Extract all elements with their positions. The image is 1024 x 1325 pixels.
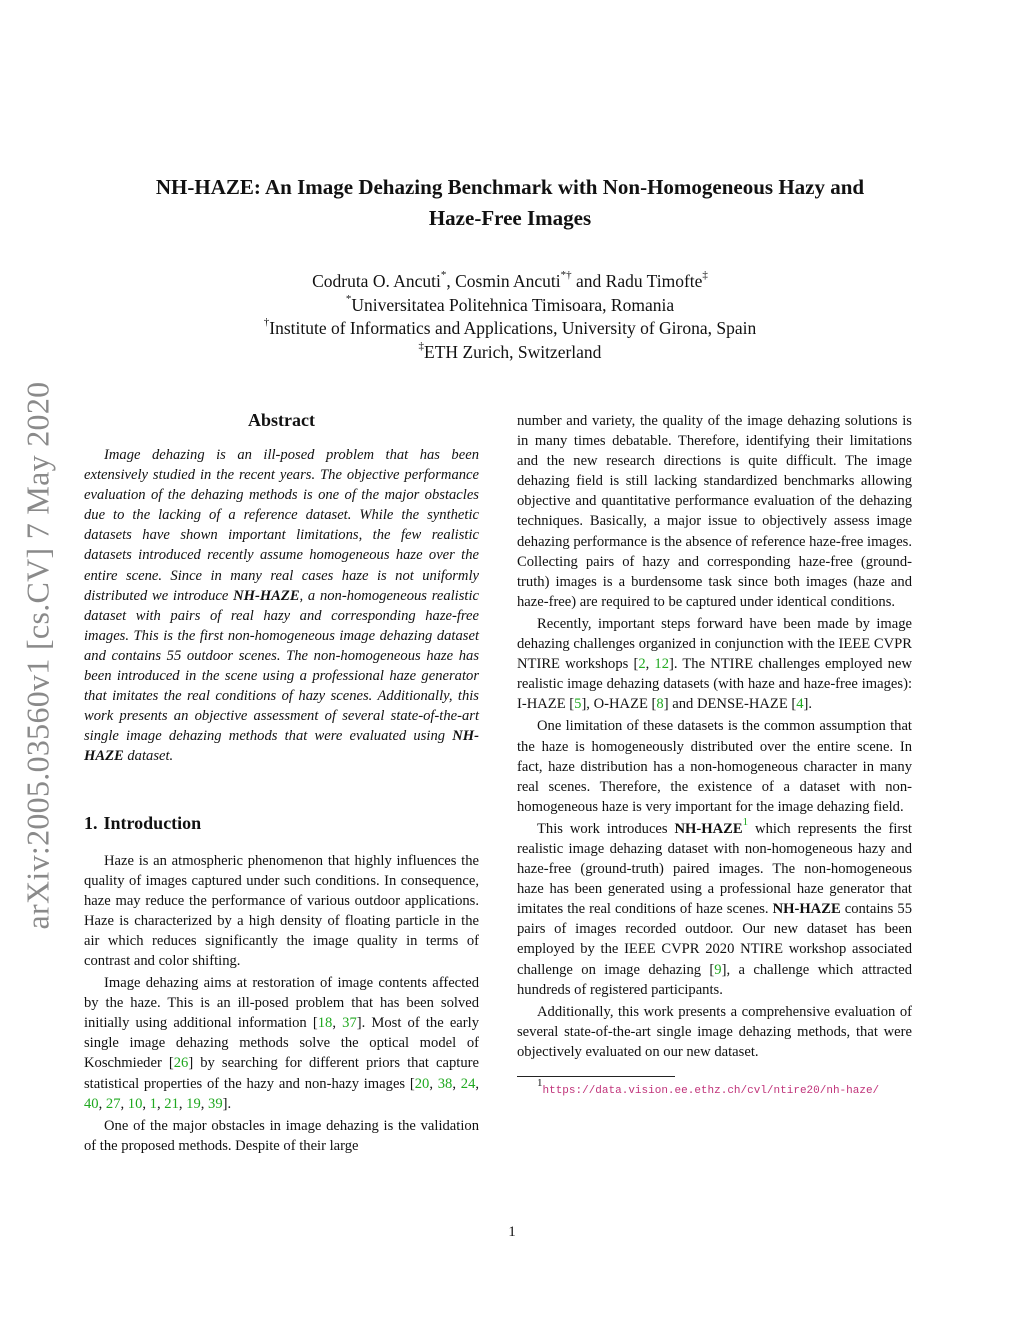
citation-link[interactable]: 40 (84, 1095, 99, 1112)
title-block (60, 172, 960, 234)
intro-paragraph-4: number and variety, the quality of the image dehazing solutions is in many times debatable. Therefore, identifying their limitations and the new research directions is quite difficult. The image dehazing field is still lacking standardized benchmarks allowing objective and quantitative performance evaluation of the dehazing techniques. Basically, a major issue to objectively assess image dehazing performance is the absence of reference haze-free images. Collecting pairs of hazy and corresponding haze-free (ground-truth) images is a burdensome task since both images (haze and haze-free) are required to be captured under identical conditions. (517, 413, 913, 610)
intro-paragraph-8: Additionally, this work presents a comprehensive evaluation of several state-of-the-art single image dehazing methods, that were objectively evaluated on our new dataset. (517, 1003, 912, 1060)
page-number: 1 (508, 1224, 516, 1240)
text-run: ], a challenge which attracted hundreds of registered participants. (517, 961, 912, 998)
abstract-text-part: dataset. (123, 748, 174, 765)
citation-link[interactable]: 27 (105, 1095, 121, 1112)
dataset-name: NH-HAZE (674, 820, 743, 837)
section-title: Introduction (103, 812, 202, 833)
author-separator: , (446, 271, 456, 291)
citation-link[interactable]: 18 (317, 1015, 333, 1032)
footnote-link[interactable]: 1 (742, 816, 749, 829)
intro-paragraph-3: One of the major obstacles in image dehazing is the validation of the proposed methods. Despite of their large (84, 1117, 479, 1154)
affiliation-mark: * (345, 292, 352, 305)
author-2: Cosmin Ancuti (455, 271, 561, 291)
citation-link[interactable]: 19 (186, 1095, 201, 1112)
citation-link[interactable]: 2 (638, 656, 646, 673)
intro-paragraph-2: Image dehazing aims at restoration of image contents affected by the haze. This is an ill-posed problem that has been solved initially using additional information [18, 37]. Most of the early single image dehazing methods solve the optical model of Koschmieder [26] by searching for different priors that capture statistical properties of the hazy and non-hazy images [20, 38, 24, 40, 27, 10, 1, 21, 19, 39]. (84, 975, 480, 1112)
citation-link[interactable]: 5 (574, 696, 582, 713)
citation-link[interactable]: 9 (714, 961, 722, 978)
text-run: This work introduces (537, 820, 675, 837)
affiliation-text: Universitatea Politehnica Timisoara, Romania (351, 294, 675, 315)
text-run: ] by searching for different priors that capture statistical properties of the hazy and non-hazy images [ (84, 1055, 479, 1092)
intro-paragraph-6: One limitation of these datasets is the common assumption that the haze is homogeneously distributed over the entire scene. In fact, haze distribution has a non-homogeneous character in many real scenes. Therefore, the existence of a dataset with non-homogeneous haze is very important for the image dehazing field. (517, 718, 912, 815)
author-1-mark: * (440, 269, 447, 282)
author-list (60, 270, 960, 294)
text-run: ]. Most of the early single image dehazing methods solve the optical model of Koschmieder [ (84, 1015, 479, 1072)
text-run: Image dehazing aims at restoration of image contents affected by the haze. This is an ill-posed problem that has been solved initially using additional information [ (84, 975, 479, 1032)
footnote (517, 1077, 912, 1098)
section-number: 1. (84, 812, 98, 833)
citation-link[interactable]: 4 (796, 696, 804, 713)
abstract-text-part: Image dehazing is an ill-posed problem that has been extensively studied in the recent years. The objective performance evaluation of the dehazing methods is one of the major obstacles due to the lacking of a reference dataset. While the synthetic datasets have shown important limitations, the few realistic datasets introduced recently assume homogeneous haze over the entire scene. Since in many real cases haze is not uniformly distributed we introduce (84, 447, 479, 604)
arxiv-sidebar-stamp (10, 350, 66, 960)
author-1: Codruta O. Ancuti (312, 271, 441, 291)
footnote-mark: 1 (537, 1077, 543, 1090)
text-run: ], O-HAZE [ (581, 696, 657, 713)
text-run: ]. (222, 1095, 232, 1112)
section-heading-introduction (84, 811, 479, 835)
text-run: contains 55 pairs of images recorded outdoor. Our new dataset has been employed by the IEEE CVPR 2020 NTIRE workshop associated challenge on image dehazing [ (517, 901, 912, 978)
dataset-name: NH-HAZE (84, 728, 479, 765)
abstract-text (84, 445, 479, 767)
intro-paragraph-7 (517, 816, 912, 1000)
affiliation-text: Institute of Informatics and Applications, University of Girona, Spain (269, 318, 757, 338)
affiliation-mark: ‡ (418, 339, 425, 352)
title-line-1: NH-HAZE: An Image Dehazing Benchmark with Non-Homogeneous Hazy and (155, 175, 865, 199)
citation-link[interactable]: 12 (654, 656, 669, 673)
citation-link[interactable]: 20 (414, 1075, 430, 1092)
citation-link[interactable]: 39 (208, 1095, 223, 1112)
arxiv-identifier: arXiv:2005.03560v1 [cs.CV] 7 May 2020 (19, 381, 56, 929)
affiliation-text: ETH Zurich, Switzerland (424, 341, 602, 362)
citation-link[interactable]: 1 (149, 1095, 157, 1112)
affiliation-2 (60, 317, 960, 341)
text-run: ]. (803, 696, 813, 713)
intro-paragraph-5: Recently, important steps forward have been made by image dehazing challenges organized in conjunction with the IEEE CVPR NTIRE workshops [2, 12]. The NTIRE challenges employed new realistic image dehazing datasets (with haze and haze-free images): I-HAZE [5], O-HAZE [8] and DENSE-HAZE [4]. (517, 615, 912, 713)
dataset-name: NH-HAZE (233, 587, 300, 604)
citation-link[interactable]: 38 (437, 1075, 453, 1092)
citation-link[interactable]: 37 (342, 1015, 357, 1032)
title-line-2: Haze-Free Images (428, 206, 592, 230)
citation-link[interactable]: 24 (460, 1075, 476, 1092)
text-run: ] and DENSE-HAZE [ (663, 696, 797, 713)
intro-paragraph-1: Haze is an atmospheric phenomenon that highly influences the quality of images captured under such conditions. In consequence, haze may reduce the performance of various outdoor applications. Haze is characterized by a high density of floating particle in the air which reduces significantly the image quality in terms of contrast and color shifting. (84, 852, 479, 969)
text-run: ]. The NTIRE challenges employed new realistic image dehazing datasets (with haze and haze-free images): I-HAZE [ (517, 656, 912, 713)
right-column (517, 411, 912, 1098)
author-3: Radu Timofte (605, 271, 703, 291)
affiliation-1 (60, 294, 960, 318)
author-block (60, 270, 960, 364)
author-separator: and (571, 271, 606, 291)
citation-link[interactable]: 26 (173, 1055, 189, 1072)
text-run: which represents the first realistic image dehazing dataset with non-homogeneous hazy and haze-free (ground-truth) paired images. The non-homogeneous haze has been generated using a professional haze generator that imitates the real conditions of haze scenes. (517, 820, 912, 918)
dataset-name: NH-HAZE (772, 901, 841, 918)
affiliation-3 (60, 341, 960, 365)
citation-link[interactable]: 21 (164, 1095, 179, 1112)
left-column (84, 407, 479, 1156)
abstract-text-part: , a non-homogeneous realistic dataset with pairs of real hazy and corresponding haze-free images. This is the first non-homogeneous image dehazing dataset and contains 55 outdoor scenes. The non-homogeneous haze has been introduced in the scene using a professional haze generator that imitates the real conditions of hazy scenes. Additionally, this work presents an objective assessment of several state-of-the-art single image dehazing methods that were evaluated using (84, 587, 479, 745)
paper-title (60, 172, 960, 234)
author-2-mark: *† (560, 269, 572, 282)
text-run: Recently, important steps forward have been made by image dehazing challenges organized in conjunction with the IEEE CVPR NTIRE workshops [ (517, 615, 912, 673)
abstract-heading: Abstract (248, 410, 315, 430)
citation-link[interactable]: 10 (127, 1095, 143, 1112)
affiliation-mark: † (263, 316, 270, 329)
author-3-mark: ‡ (702, 269, 708, 282)
citation-link[interactable]: 8 (656, 696, 664, 713)
footnote-url-link[interactable]: https://data.vision.ee.ethz.ch/cvl/ntire20/nh-haze/ (542, 1085, 880, 1097)
